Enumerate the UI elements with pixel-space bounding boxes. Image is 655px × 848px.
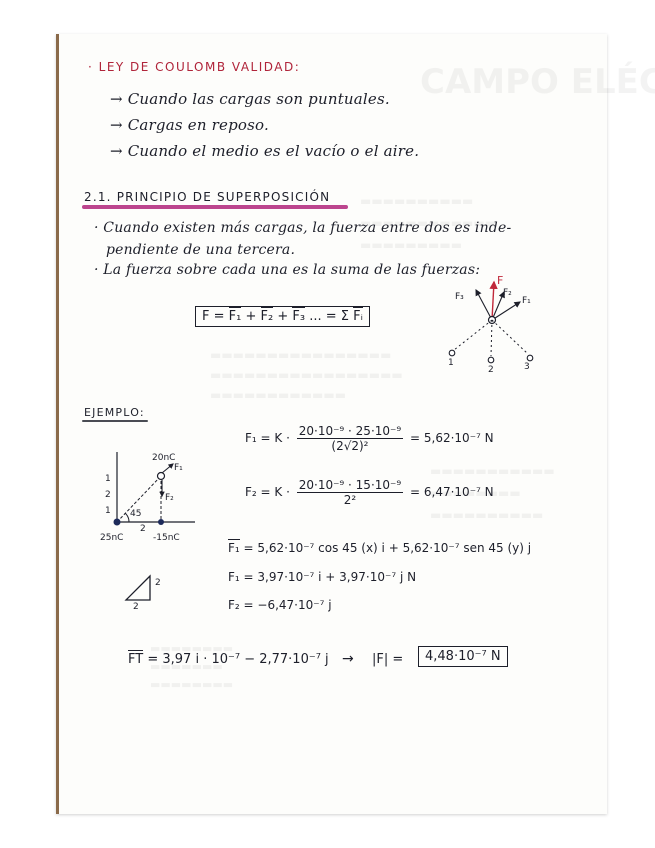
superposition-text: · La fuerza sobre cada una es la suma de las fuerzas: (94, 262, 481, 278)
bleed-through-title (420, 62, 655, 102)
superposition-formula: F = F₁ + F₂ + F₃ ... = Σ Fᵢ (195, 306, 370, 327)
diagram-tick: 2 (105, 490, 111, 500)
validity-item: → Cargas en reposo. (110, 116, 269, 134)
diagram-charge-top: 20nC (152, 453, 176, 463)
diagram-label-2: 2 (488, 365, 494, 375)
formula-term: F₃ (292, 309, 306, 324)
charge-20nc (158, 473, 165, 480)
formula-sum-term: Fᵢ (353, 309, 363, 324)
example-underline (82, 420, 148, 422)
f1-vector: F₁ = 5,62·10⁻⁷ cos 45 (x) i + 5,62·10⁻⁷ sen 45 (y) j (228, 541, 532, 555)
formula-term: F₁ (228, 309, 242, 324)
validity-item: → Cuando el medio es el vacío o el aire. (110, 142, 420, 160)
charge-minus15nc (158, 519, 164, 525)
charge-25nc (114, 519, 121, 526)
diagram-tick: 1 (105, 506, 111, 516)
diagram-charge-br: -15nC (153, 533, 180, 543)
diagram-label-1: 1 (448, 358, 454, 368)
force1-arrow (162, 464, 173, 473)
charge-node (527, 355, 533, 361)
diagram-force2: F₂ (165, 493, 174, 503)
triangle-side: 2 (133, 602, 139, 612)
result-arrow: → (342, 651, 354, 667)
resultant-force-arrow (492, 282, 494, 320)
f2-components: F₂ = −6,47·10⁻⁷ j (228, 598, 332, 612)
charge-node (488, 357, 494, 363)
f2-magnitude: F₂ = K · $\frac{\text{20·10⁻⁹ · 15·10⁻⁹}}{\text{2²}}$ = 6,47·10⁻⁷ N (245, 478, 494, 507)
diagram-angle: 45 (130, 509, 142, 519)
diagram-label-f2: F₂ (503, 288, 512, 298)
bleed-through-block (210, 345, 403, 405)
superposition-text: · Cuando existen más cargas, la fuerza entre dos es inde- (94, 220, 512, 236)
validity-item: → Cuando las cargas son puntuales. (110, 90, 390, 108)
diagram-charge-bl: 25nC (100, 533, 124, 543)
f1-magnitude: F₁ = K · $\frac{\text{20·10⁻⁹ · 25·10⁻⁹}}{\text{(2√2)²}}$ = 5,62·10⁻⁷ N (245, 424, 494, 453)
f1-components: F₁ = 3,97·10⁻⁷ i + 3,97·10⁻⁷ j N (228, 570, 417, 584)
diagram-tick: 2 (140, 524, 146, 534)
formula-term: F₂ (260, 309, 274, 324)
validity-title: · LEY DE COULOMB VALIDAD: (88, 60, 301, 74)
section-heading: 2.1. PRINCIPIO DE SUPERPOSICIÓN (84, 190, 331, 204)
bleed-through-block (150, 640, 233, 694)
diagram-tick: 1 (105, 474, 111, 484)
diagram-label-f: F (497, 274, 504, 287)
magnitude-lhs: |F| = (372, 652, 404, 667)
diagram-label-3: 3 (524, 362, 530, 372)
force-arrow (476, 290, 492, 320)
diagram-force1: F₁ (174, 463, 183, 473)
magnitude-result: 4,48·10⁻⁷ N (418, 646, 508, 667)
triangle-side: 2 (155, 578, 161, 588)
charge-node (449, 350, 455, 356)
superposition-text: pendiente de una tercera. (106, 242, 296, 258)
diagram-label-f3: F₃ (455, 292, 464, 302)
diagram-label-f1: F₁ (522, 296, 531, 306)
heading-highlight (82, 205, 348, 209)
total-force: FT = 3,97 i · 10⁻⁷ − 2,77·10⁻⁷ j (128, 652, 329, 667)
example-label: EJEMPLO: (84, 406, 145, 419)
